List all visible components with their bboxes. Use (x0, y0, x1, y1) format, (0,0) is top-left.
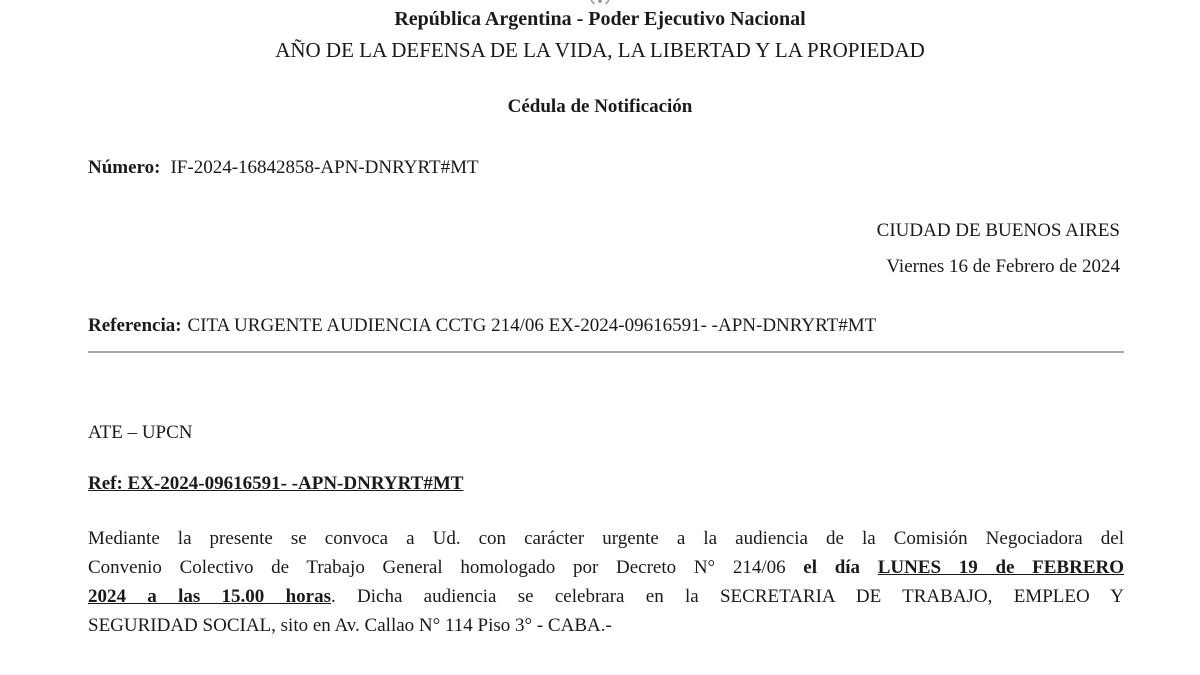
reference-label: Referencia: (88, 315, 182, 336)
reference-value: CITA URGENTE AUDIENCIA CCTG 214/06 EX-2024-09616591- -APN-DNRYRT#MT (187, 315, 877, 336)
venue-text: . Dicha audiencia se celebrara en la SECRETARIA DE TRABAJO, EMPLEO Y (330, 586, 1124, 607)
header-year-motto: AÑO DE LA DEFENSA DE LA VIDA, LA LIBERTAD Y LA PROPIEDAD (275, 38, 925, 62)
document-number-row (88, 155, 479, 181)
document-date: Viernes 16 de Febrero de 2024 (886, 256, 1120, 277)
section-divider (88, 351, 1124, 353)
hearing-date-bold: LUNES 19 de FEBRERO (877, 557, 1124, 578)
hearing-time-bold: 2024 a las 15.00 horas (88, 586, 331, 607)
reference-row (88, 313, 876, 339)
decree-text: Convenio Colectivo de Trabajo General homologado por Decreto N° 214/06 (88, 557, 786, 578)
document-number-label: Número: (88, 157, 161, 178)
coat-of-arms-seal-icon (587, 0, 613, 4)
paragraph-line-3 (88, 582, 1124, 611)
document-number-value: IF-2024-16842858-APN-DNRYRT#MT (170, 157, 479, 178)
ref-expediente-line: Ref: EX-2024-09616591- -APN-DNRYRT#MT (88, 473, 464, 494)
paragraph-line-1: Mediante la presente se convoca a Ud. con carácter urgente a la audiencia de la Comisión Negociadora del (88, 528, 1124, 549)
document-title: Cédula de Notificación (507, 96, 693, 117)
recipient: ATE – UPCN (88, 422, 193, 443)
document-city: CIUDAD DE BUENOS AIRES (876, 220, 1120, 241)
convocation-paragraph (88, 524, 1124, 640)
paragraph-line-4: SEGURIDAD SOCIAL, sito en Av. Callao N° 114 Piso 3° - CABA.- (88, 615, 612, 636)
date-intro-bold: el día (803, 557, 861, 578)
header-republic-line: República Argentina - Poder Ejecutivo Nacional (394, 8, 806, 30)
paragraph-line-2 (88, 553, 1124, 582)
